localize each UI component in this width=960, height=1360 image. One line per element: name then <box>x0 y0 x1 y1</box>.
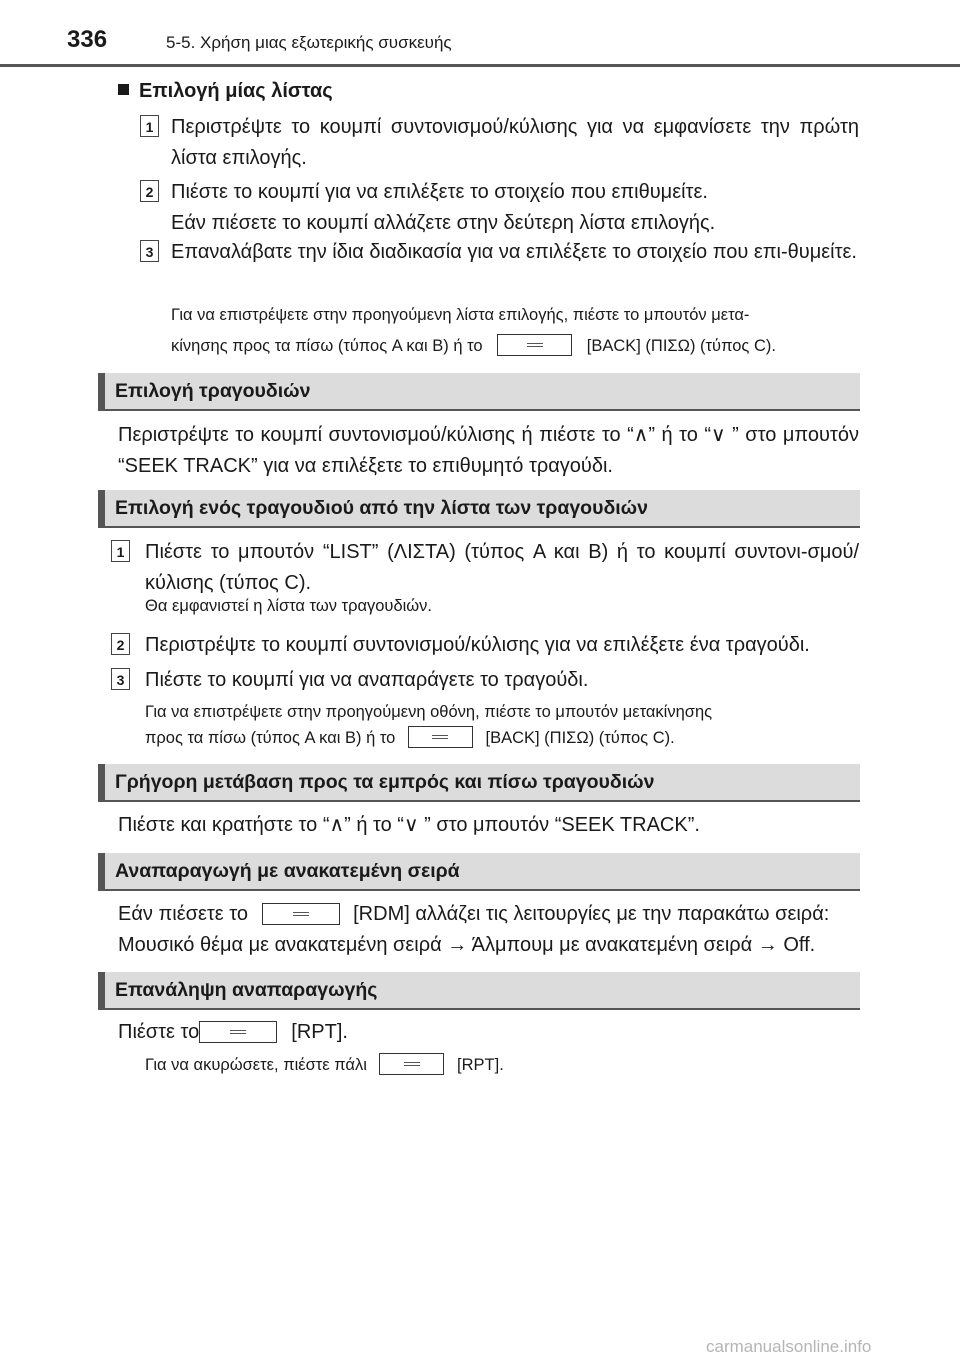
back-button-icon <box>408 726 473 748</box>
repeat-note-text-b: [RPT]. <box>457 1056 504 1074</box>
list-note-line1: Για να επιστρέψετε στην προηγούμενη λίστα επιλογής, πιέστε το μπουτόν μετα- <box>171 306 750 324</box>
step-badge-3b: 3 <box>111 668 130 690</box>
random-text-b: [RDM] αλλάζει τις λειτουργίες με την παρακάτω σειρά: <box>353 903 830 925</box>
step-badge-2b: 2 <box>111 633 130 655</box>
section-random-title: Αναπαραγωγή με ανακατεμένη σειρά <box>115 860 460 882</box>
chapter-title: 5-5. Χρήση μιας εξωτερικής συσκευής <box>166 33 452 52</box>
repeat-note <box>145 1050 859 1081</box>
song-list-note-line1: Για να επιστρέψετε στην προηγούμενη οθόνη, πιέστε το μπουτόν μετακίνησης <box>145 703 713 721</box>
list-note-text-b: [BACK] (ΠΙΣΩ) (τύπος C). <box>586 337 776 355</box>
song-list-note-1: Θα εμφανιστεί η λίστα των τραγουδιών. <box>145 597 433 615</box>
list-note-text-a: κίνησης προς τα πίσω (τύπος A και B) ή το <box>171 337 483 355</box>
section-fast-forward-title: Γρήγορη μετάβαση προς τα εμπρός και πίσω τραγουδιών <box>115 771 655 793</box>
song-list-step-1-text: Πιέστε το μπουτόν “LIST” (ΛΙΣΤΑ) (τύπος A και B) ή το κουμπί συντονι-σμού/κύλισης (τύπος C). <box>145 541 859 594</box>
list-selection-heading-text: Επιλογή μίας λίστας <box>139 80 333 102</box>
section-repeat <box>98 972 860 1010</box>
section-song-from-list <box>98 490 860 528</box>
list-note-line2 <box>171 331 871 362</box>
step-badge-1b: 1 <box>111 540 130 562</box>
repeat-line1 <box>118 1017 859 1048</box>
random-line2: Μουσικό θέμα με ανακατεμένη σειρά → Άλμπουμ με ανακατεμένη σειρά → Off. <box>118 934 816 956</box>
section-song-from-list-title: Επιλογή ενός τραγουδιού από την λίστα των τραγουδιών <box>115 497 649 519</box>
page-number: 336 <box>67 26 108 53</box>
section-song-select-title: Επιλογή τραγουδιών <box>115 380 311 402</box>
rdm-button-icon <box>262 903 340 925</box>
list-step-3-text: Επαναλάβατε την ίδια διαδικασία για να επιλέξετε το στοιχείο που επι-θυμείτε. <box>171 241 857 263</box>
repeat-text-a: Πιέστε το <box>118 1021 200 1043</box>
list-selection-heading <box>118 80 333 103</box>
section-fast-forward <box>98 764 860 802</box>
step-badge-3: 3 <box>140 240 159 262</box>
repeat-note-text-a: Για να ακυρώσετε, πιέστε πάλι <box>145 1056 367 1074</box>
step-badge-1: 1 <box>140 115 159 137</box>
song-list-step-3-text: Πιέστε το κουμπί για να αναπαράγετε το τραγούδι. <box>145 669 589 691</box>
song-list-note-line2 <box>145 723 859 754</box>
song-select-text: Περιστρέψτε το κουμπί συντονισμού/κύλισης ή πιέστε το “∧” ή το “∨ ” στο μπουτόν “SEEK TRACK” για να επιλέξετε το επιθυμητό τραγούδι. <box>118 424 859 477</box>
repeat-text-b: [RPT]. <box>291 1021 348 1043</box>
fast-forward-text: Πιέστε και κρατήστε το “∧” ή το “∨ ” στο μπουτόν “SEEK TRACK”. <box>118 814 700 836</box>
rpt-button-icon <box>199 1021 277 1043</box>
song-list-note-text-a: προς τα πίσω (τύπος A και B) ή το <box>145 729 396 747</box>
section-random <box>98 853 860 891</box>
random-text-a: Εάν πιέσετε το <box>118 903 248 925</box>
list-step-2-line2: Εάν πιέσετε το κουμπί αλλάζετε στην δεύτερη λίστα επιλογής. <box>171 212 716 234</box>
section-repeat-title: Επανάληψη αναπαραγωγής <box>115 979 378 1001</box>
section-song-select <box>98 373 860 411</box>
step-badge-2: 2 <box>140 180 159 202</box>
back-button-icon <box>497 334 572 356</box>
list-step-2-line1: Πιέστε το κουμπί για να επιλέξετε το στοιχείο που επιθυμείτε. <box>171 181 708 203</box>
song-list-note-text-b: [BACK] (ΠΙΣΩ) (τύπος C). <box>485 729 675 747</box>
watermark: carmanualsonline.info <box>706 1337 872 1356</box>
random-line1 <box>118 899 878 930</box>
header-rule <box>0 64 960 67</box>
square-bullet-icon <box>118 84 129 95</box>
list-step-1-text: Περιστρέψτε το κουμπί συντονισμού/κύλισης για να εμφανίσετε την πρώτη λίστα επιλογής. <box>171 116 859 169</box>
rpt-button-icon <box>379 1053 444 1075</box>
song-list-step-2-text: Περιστρέψτε το κουμπί συντονισμού/κύλισης για να επιλέξετε ένα τραγούδι. <box>145 634 810 656</box>
